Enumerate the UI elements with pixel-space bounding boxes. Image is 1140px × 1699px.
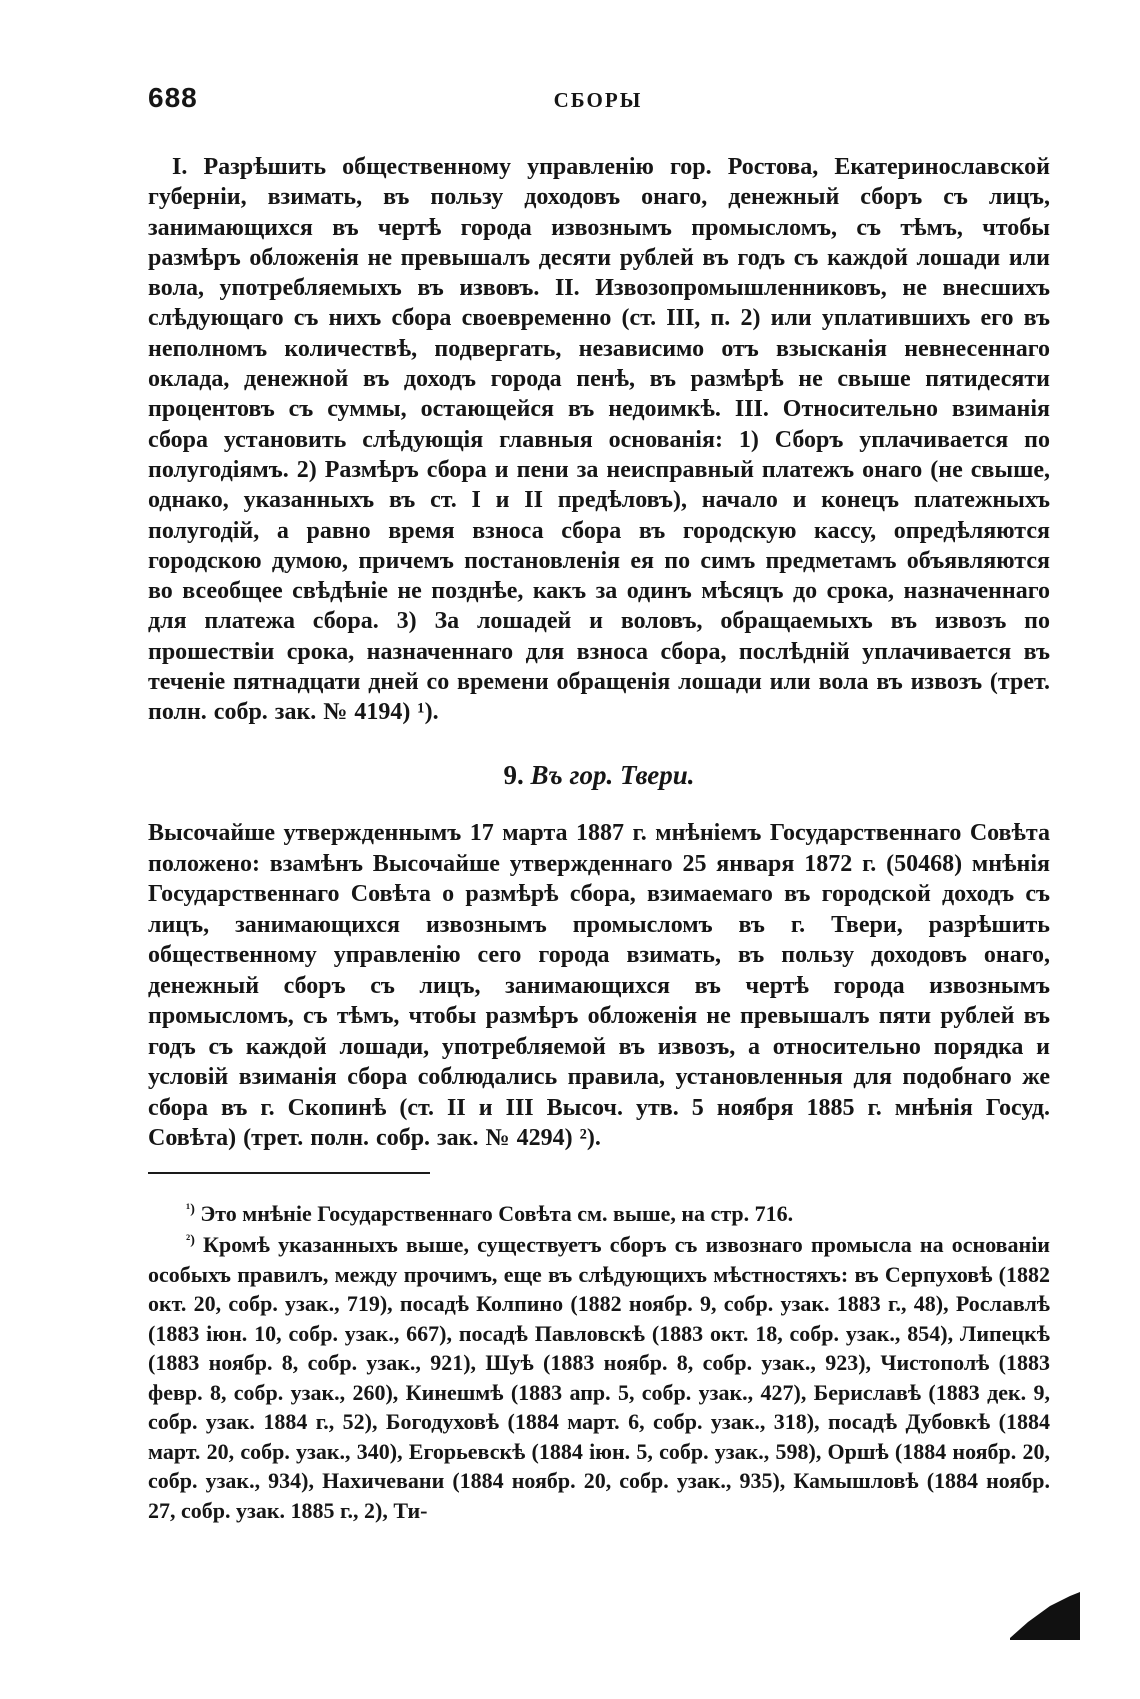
footnote-divider bbox=[148, 1172, 430, 1174]
page-number: 688 bbox=[148, 82, 198, 113]
scan-artifact-mark bbox=[1010, 1592, 1080, 1640]
paragraph-tver-text: Высочайше утвержденнымъ 17 марта 1887 г. мнѣніемъ Государственнаго Совѣта положено: взамѣнъ Высочайше утвержденнаго 25 января 1872 г. (50468) мнѣнія Государственнаго Совѣта о размѣрѣ сбора, взимаемаго въ городской доходъ съ лицъ, занимающихся извознымъ промысломъ въ г. Твери, разрѣшить общественному управленію сего города взимать, въ пользу доходовъ онаго, денежный сборъ съ лицъ, занимающихся въ чертѣ города извознымъ промысломъ, съ тѣмъ, чтобы размѣръ обложенія не превышалъ пяти рублей въ годъ съ каждой лошади, употребляемой въ извозъ, а относительно порядка и условій взиманія сбора соблюдались правила, установленныя для подобнаго же сбора въ г. Скопинѣ (ст. II и III Высоч. утв. 5 ноября 1885 г. мнѣнія Госуд. Совѣта) (трет. полн. собр. зак. № 4294) bbox=[148, 820, 1050, 1151]
footnote-ref-2: ²). bbox=[579, 1125, 601, 1151]
footnote-2 bbox=[148, 1226, 1050, 1525]
footnote-ref-1: ¹). bbox=[417, 699, 439, 726]
footnote-1-text: Это мнѣніе Государственнаго Совѣта см. выше, на стр. 716. bbox=[194, 1201, 794, 1226]
section-place: Въ гор. Твери. bbox=[530, 760, 695, 790]
footnote-2-text: Кромѣ указанныхъ выше, существуетъ сборъ съ извознаго промысла на основаніи особыхъ правилъ, между прочимъ, еще въ слѣдующихъ мѣстностяхъ: въ Серпуховѣ (1882 окт. 20, собр. узак., 719), посадѣ Колпино (1882 ноябр. 9, собр. узак. 1883 г., 48), Рославлѣ (1883 іюн. 10, собр. узак., 667), посадѣ Павловскѣ (1883 окт. 18, собр. узак., 854), Липецкѣ (1883 ноябр. 8, собр. узак., 921), Шуѣ (1883 ноябр. 8, собр. узак., 923), Чистополѣ (1883 февр. 8, собр. узак., 260), Кинешмѣ (1883 апр. 5, собр. узак., 427), Бериславѣ (1883 дек. 9, собр. узак. 1884 г., 52), Богодуховѣ (1884 март. 6, собр. узак., 318), посадѣ Дубовкѣ (1884 март. 20, собр. узак., 340), Егорьевскѣ (1884 іюн. 5, собр. узак., 598), Оршѣ (1884 ноябр. 20, собр. узак., 934), Нахичевани (1884 ноябр. 20, собр. узак., 935), Камышловѣ (1884 ноябр. 27, собр. узак. 1885 г., 2), Ти- bbox=[148, 1232, 1050, 1523]
running-head bbox=[148, 82, 1048, 122]
footnote-1-mark: ¹) bbox=[186, 1202, 195, 1217]
footnote-1 bbox=[148, 1195, 1050, 1229]
paragraph-rostov-text: I. Разрѣшить общественному управленію гор. Ростова, Екатеринославской губерніи, взимать, въ пользу доходовъ онаго, денежный сборъ съ лицъ, занимающихся въ чертѣ города извознымъ промысломъ, съ тѣмъ, чтобы размѣръ обложенія не превышалъ десяти рублей въ годъ съ каждой лошади или вола, употребляемыхъ въ извовъ. II. Извозопромышленниковъ, не внесшихъ слѣдующаго съ нихъ сбора своевременно (ст. III, п. 2) или уплатившихъ его въ неполномъ количествѣ, подвергать, независимо отъ взысканія невнесеннаго оклада, денежной въ доходъ города пенѣ, въ размѣрѣ не свыше пятидесяти процентовъ съ суммы, остающейся въ недоимкѣ. III. Относительно взиманія сбора установить слѣдующія главныя основанія: 1) Сборъ уплачивается по полугодіямъ. 2) Размѣръ сбора и пени за неисправный платежъ онаго (не свыше, однако, указанныхъ въ ст. I и II предѣловъ), начало и конецъ платежныхъ полугодій, а равно время взноса сбора въ городскую кассу, опредѣляются городскою думою, причемъ постановленія ея по симъ предметамъ объявляются во всеобщее свѣдѣніе не позднѣе, какъ за одинъ мѣсяцъ до срока, назначеннаго для платежа сбора. 3) За лошадей и воловъ, обращаемыхъ въ извозъ по прошествіи срока, назначеннаго для взноса сбора, послѣдній уплачивается въ теченіе пятнадцати дней со времени обращенія лошади или вола въ извозъ (трет. полн. собр. зак. № 4194) bbox=[148, 154, 1051, 726]
running-title: СБОРЫ bbox=[553, 88, 643, 112]
paragraph-tver bbox=[148, 818, 1050, 1154]
section-heading bbox=[148, 760, 1050, 791]
paragraph-rostov bbox=[148, 152, 1050, 728]
footnote-2-mark: ²) bbox=[186, 1233, 195, 1248]
section-number: 9. bbox=[503, 760, 524, 790]
